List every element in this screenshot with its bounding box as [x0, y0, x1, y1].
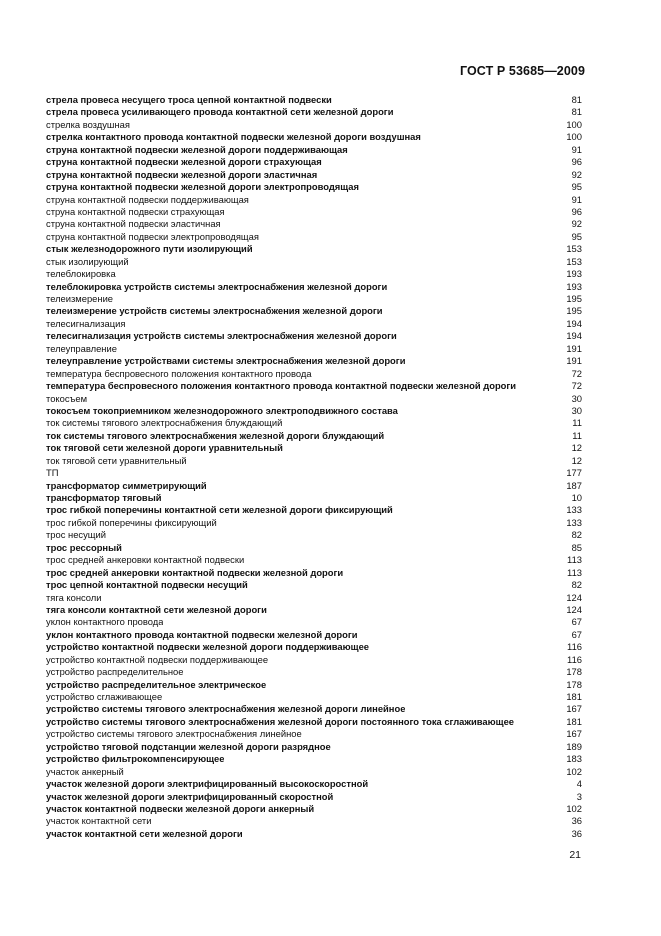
index-entry	[46, 393, 582, 405]
index-term: устройство системы тягового электроснабжения железной дороги линейное	[46, 703, 406, 715]
index-page-ref: 102	[566, 802, 582, 814]
index-term: устройство системы тягового электроснабжения линейное	[46, 728, 302, 740]
index-entry	[46, 815, 582, 827]
index-entry	[46, 106, 582, 118]
index-page-ref: 30	[571, 392, 582, 404]
index-page-ref: 91	[571, 143, 582, 155]
index-term: участок анкерный	[46, 765, 124, 777]
index-term: струна контактной подвески железной дороги эластичная	[46, 168, 318, 180]
index-term: стрелка воздушная	[46, 118, 130, 130]
index-entry	[46, 741, 582, 753]
index-page-ref: 82	[571, 529, 582, 541]
index-entry	[46, 206, 582, 218]
index-entry	[46, 430, 582, 442]
index-entry	[46, 616, 582, 628]
index-term: телеблокировка	[46, 268, 116, 280]
index-term: устройство распределительное электрическое	[46, 678, 267, 690]
index-entry	[46, 380, 582, 392]
index-page-ref: 189	[566, 740, 582, 752]
index-page-ref: 193	[566, 280, 582, 292]
index-page-ref: 100	[566, 118, 582, 130]
index-page-ref: 4	[576, 778, 582, 790]
index-entry	[46, 119, 582, 131]
index-term: стык изолирующий	[46, 255, 129, 267]
index-entry	[46, 355, 582, 367]
index-term: стрелка контактного провода контактной подвески железной дороги воздушная	[46, 131, 421, 143]
index-entry	[46, 753, 582, 765]
index-entry	[46, 243, 582, 255]
index-term: устройство тяговой подстанции железной дороги разрядное	[46, 740, 331, 752]
index-page-ref: 72	[571, 367, 582, 379]
index-term: струна контактной подвески страхующая	[46, 205, 225, 217]
index-term: уклон контактного провода	[46, 616, 164, 628]
index-term: телесигнализация	[46, 317, 126, 329]
index-page-ref: 11	[572, 429, 582, 441]
index-term: ток системы тягового электроснабжения железной дороги блуждающий	[46, 429, 385, 441]
index-term: ток тяговой сети железной дороги уравнительный	[46, 442, 283, 454]
index-entry	[46, 604, 582, 616]
index-term: струна контактной подвески железной дороги поддерживающая	[46, 143, 348, 155]
index-term: струна контактной подвески железной дороги электропроводящая	[46, 181, 359, 193]
index-term: тяга консоли	[46, 591, 102, 603]
index-page-ref: 178	[566, 678, 582, 690]
index-page-ref: 181	[566, 691, 582, 702]
index-term: токосъем токоприемником железнодорожного электроподвижного состава	[46, 404, 398, 416]
index-page-ref: 124	[566, 591, 582, 603]
index-term: устройство распределительное	[46, 666, 184, 678]
index-entry	[46, 654, 582, 666]
index-entry	[46, 504, 582, 516]
index-page-ref: 116	[567, 641, 582, 653]
index-entry	[46, 368, 582, 380]
index-page-ref: 11	[572, 417, 582, 429]
index-term: струна контактной подвески электропроводящая	[46, 230, 259, 242]
index-page-ref: 30	[571, 404, 582, 416]
index-term: трансформатор симметрирующий	[46, 479, 207, 491]
index-term: участок контактной сети железной дороги	[46, 827, 243, 839]
index-entry	[46, 405, 582, 417]
index-entry	[46, 256, 582, 268]
index-term: стрела провеса усиливающего провода контактной сети железной дороги	[46, 106, 394, 118]
index-page-ref: 191	[566, 355, 582, 367]
index-entry	[46, 281, 582, 293]
index-page-ref: 95	[571, 181, 582, 193]
index-page-ref: 153	[566, 243, 582, 255]
index-entry	[46, 828, 582, 840]
index-entry	[46, 567, 582, 579]
index-term: телеуправление	[46, 342, 117, 354]
index-entry	[46, 766, 582, 778]
index-term: участок железной дороги электрифицированный скоростной	[46, 790, 334, 802]
index-entry	[46, 803, 582, 815]
index-entry	[46, 691, 582, 703]
index-entry	[46, 94, 582, 106]
index-term: трос рессорный	[46, 541, 122, 553]
document-header-standard: ГОСТ Р 53685—2009	[459, 64, 585, 78]
index-term: устройство системы тягового электроснабжения железной дороги постоянного тока сглаживающее	[46, 715, 514, 727]
index-entry	[46, 181, 582, 193]
index-term: устройство контактной подвески железной дороги поддерживающее	[46, 641, 369, 653]
index-page-ref: 12	[571, 442, 582, 454]
index-term: телеблокировка устройств системы электроснабжения железной дороги	[46, 280, 388, 292]
index-entry	[46, 343, 582, 355]
index-entry	[46, 455, 582, 467]
index-page-ref: 133	[566, 516, 582, 528]
alphabetical-index	[46, 94, 582, 840]
index-page-ref: 113	[567, 566, 582, 578]
index-term: температура беспровесного положения контактного провода контактной подвески железной дороги	[46, 380, 517, 392]
index-entry	[46, 169, 582, 181]
index-term: струна контактной подвески эластичная	[46, 218, 221, 230]
index-page-ref: 81	[571, 94, 582, 105]
index-entry	[46, 442, 582, 454]
index-term: трос средней анкеровки контактной подвески железной дороги	[46, 566, 344, 578]
index-page-ref: 102	[566, 765, 582, 777]
index-entry	[46, 156, 582, 168]
index-term: участок железной дороги электрифицированный высокоскоростной	[46, 778, 369, 790]
index-page-ref: 177	[566, 467, 582, 479]
index-entry	[46, 467, 582, 479]
index-term: стык железнодорожного пути изолирующий	[46, 243, 253, 255]
index-entry	[46, 679, 582, 691]
index-page-ref: 124	[566, 603, 582, 615]
index-page-ref: 67	[571, 628, 582, 640]
index-entry	[46, 330, 582, 342]
index-entry	[46, 666, 582, 678]
index-entry	[46, 629, 582, 641]
index-term: трос гибкой поперечины фиксирующий	[46, 516, 217, 528]
index-page-ref: 195	[566, 293, 582, 304]
index-entry	[46, 529, 582, 541]
index-entry	[46, 791, 582, 803]
index-page-ref: 95	[571, 230, 582, 242]
index-entry	[46, 703, 582, 715]
index-term: трос гибкой поперечины контактной сети железной дороги фиксирующий	[46, 504, 393, 516]
index-entry	[46, 554, 582, 566]
index-page-ref: 85	[571, 541, 582, 553]
index-page-ref: 91	[571, 193, 582, 205]
index-page-ref: 133	[566, 504, 582, 516]
index-term: телесигнализация устройств системы электроснабжения железной дороги	[46, 330, 397, 342]
page-number: 21	[569, 849, 581, 861]
index-page-ref: 113	[567, 554, 582, 566]
index-term: трос несущий	[46, 529, 106, 541]
index-term: ТП	[46, 467, 59, 479]
index-entry	[46, 194, 582, 206]
index-page-ref: 167	[566, 728, 582, 740]
index-page-ref: 191	[566, 342, 582, 354]
index-term: трос цепной контактной подвески несущий	[46, 579, 248, 591]
index-term: стрела провеса несущего троса цепной контактной подвески	[46, 94, 332, 105]
index-entry	[46, 641, 582, 653]
index-page-ref: 36	[571, 815, 582, 827]
index-page-ref: 92	[571, 168, 582, 180]
index-page-ref: 3	[576, 790, 582, 802]
index-entry	[46, 778, 582, 790]
index-page-ref: 92	[571, 218, 582, 230]
index-term: струна контактной подвески поддерживающая	[46, 193, 249, 205]
index-entry	[46, 728, 582, 740]
index-entry	[46, 305, 582, 317]
index-page-ref: 167	[566, 703, 582, 715]
index-entry	[46, 144, 582, 156]
index-page-ref: 12	[571, 454, 582, 466]
index-page-ref: 67	[571, 616, 582, 628]
index-term: устройство сглаживающее	[46, 691, 163, 702]
index-page-ref: 194	[566, 317, 582, 329]
index-page-ref: 193	[566, 268, 582, 280]
index-page-ref: 183	[566, 753, 582, 765]
index-page-ref: 194	[566, 330, 582, 342]
index-entry	[46, 492, 582, 504]
index-entry	[46, 480, 582, 492]
index-page-ref: 96	[571, 205, 582, 217]
index-entry	[46, 417, 582, 429]
index-entry	[46, 579, 582, 591]
index-entry	[46, 716, 582, 728]
index-term: температура беспровесного положения контактного провода	[46, 367, 312, 379]
index-entry	[46, 218, 582, 230]
index-page-ref: 72	[571, 380, 582, 392]
index-entry	[46, 542, 582, 554]
index-page-ref: 96	[571, 156, 582, 168]
index-page-ref: 100	[566, 131, 582, 143]
index-entry	[46, 517, 582, 529]
index-page-ref: 36	[571, 827, 582, 839]
index-entry	[46, 131, 582, 143]
index-term: телеизмерение устройств системы электроснабжения железной дороги	[46, 305, 383, 317]
index-term: токосъем	[46, 392, 88, 404]
index-term: устройство фильтрокомпенсирующее	[46, 753, 225, 765]
index-term: телеуправление устройствами системы электроснабжения железной дороги	[46, 355, 406, 367]
index-term: трансформатор тяговый	[46, 492, 162, 503]
index-page-ref: 81	[571, 106, 582, 118]
index-page-ref: 195	[566, 305, 582, 317]
index-page-ref: 153	[566, 255, 582, 267]
index-term: тяга консоли контактной сети железной дороги	[46, 603, 267, 615]
index-term: ток системы тягового электроснабжения блуждающий	[46, 417, 283, 429]
index-term: уклон контактного провода контактной подвески железной дороги	[46, 628, 358, 640]
index-page-ref: 82	[571, 579, 582, 591]
index-entry	[46, 293, 582, 305]
index-term: струна контактной подвески железной дороги страхующая	[46, 156, 322, 168]
index-page-ref: 178	[566, 666, 582, 678]
index-entry	[46, 592, 582, 604]
index-term: ток тяговой сети уравнительный	[46, 454, 187, 466]
index-entry	[46, 231, 582, 243]
index-page-ref: 10	[571, 492, 582, 503]
index-entry	[46, 268, 582, 280]
index-page-ref: 116	[567, 653, 582, 665]
index-term: участок контактной подвески железной дороги анкерный	[46, 802, 315, 814]
index-page-ref: 187	[566, 479, 582, 491]
index-term: телеизмерение	[46, 293, 114, 304]
index-page-ref: 181	[566, 715, 582, 727]
index-term: трос средней анкеровки контактной подвески	[46, 554, 245, 566]
index-entry	[46, 318, 582, 330]
index-term: участок контактной сети	[46, 815, 152, 827]
index-term: устройство контактной подвески поддерживающее	[46, 653, 269, 665]
